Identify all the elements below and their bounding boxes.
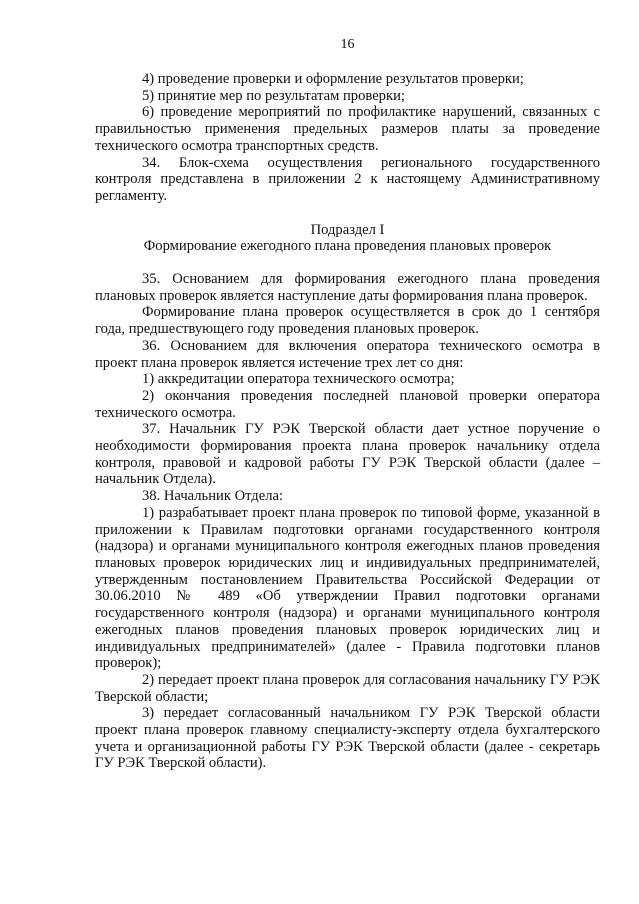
paragraph: 5) принятие мер по результатам проверки; (142, 87, 405, 104)
paragraph: 36. Основанием для включения оператора технического осмотра в проект плана проверок является истечение трех лет со дня: (95, 337, 600, 371)
paragraph: 4) проведение проверки и оформление результатов проверки; (142, 71, 524, 87)
document-page (95, 0, 600, 904)
paragraph: 2) передает проект плана проверок для согласования начальнику ГУ РЭК Тверской области; (95, 671, 600, 705)
spacer (95, 205, 600, 222)
subsection-title: Формирование ежегодного плана проведения плановых проверок (143, 238, 552, 255)
document-body (95, 71, 600, 772)
page-number: 16 (340, 37, 355, 52)
paragraph: 35. Основанием для формирования ежегодного плана проведения плановых проверок является наступление даты формирования плана проверок. (95, 271, 600, 304)
spacer (95, 255, 600, 271)
paragraph: 1) разрабатывает проект плана проверок по типовой форме, указанной в приложении к Правилам подготовки органами государственного контроля (надзора) и органами муниципального контроля ежегодных планов проведения плановых проверок юридических лиц и индивидуальных предпринимателей, утвержденным постановлением Правительства Российской Федерации от 30.06.2010 № 489 «Об утверждении Правил подготовки органами государственного контроля (надзора) и органами муниципального контроля ежегодных планов проведения плановых проверок юридических лиц и индивидуальных предпринимателей» (далее - Правила подготовки планов проверок); (95, 504, 600, 672)
paragraph: 37. Начальник ГУ РЭК Тверской области дает устное поручение о необходимости формирования проекта плана проверок начальнику отдела контроля, правовой и кадровой работы ГУ РЭК Тверской области (далее – начальник Отдела). (95, 421, 600, 488)
paragraph: 6) проведение мероприятий по профилактике нарушений, связанных с правильностью применения предельных размеров платы за проведение технического осмотра транспортных средств. (95, 104, 600, 154)
paragraph: Формирование плана проверок осуществляется в срок до 1 сентября года, предшествующего году проведения плановых проверок. (95, 304, 600, 338)
subsection-heading: Подраздел I (310, 221, 385, 238)
paragraph: 3) передает согласованный начальником ГУ РЭК Тверской области проект плана проверок главному специалисту-эксперту отдела бухгалтерского учета и организационной работы ГУ РЭК Тверской области (далее - секретарь ГУ РЭК Тверской области). (95, 705, 600, 772)
paragraph: 2) окончания проведения последней плановой проверки оператора технического осмотра. (95, 387, 600, 421)
paragraph: 38. Начальник Отдела: (142, 488, 284, 505)
paragraph: 34. Блок-схема осуществления регионального государственного контроля представлена в приложении 2 к настоящему Административному регламенту. (95, 154, 600, 204)
paragraph: 1) аккредитации оператора технического осмотра; (142, 371, 455, 388)
